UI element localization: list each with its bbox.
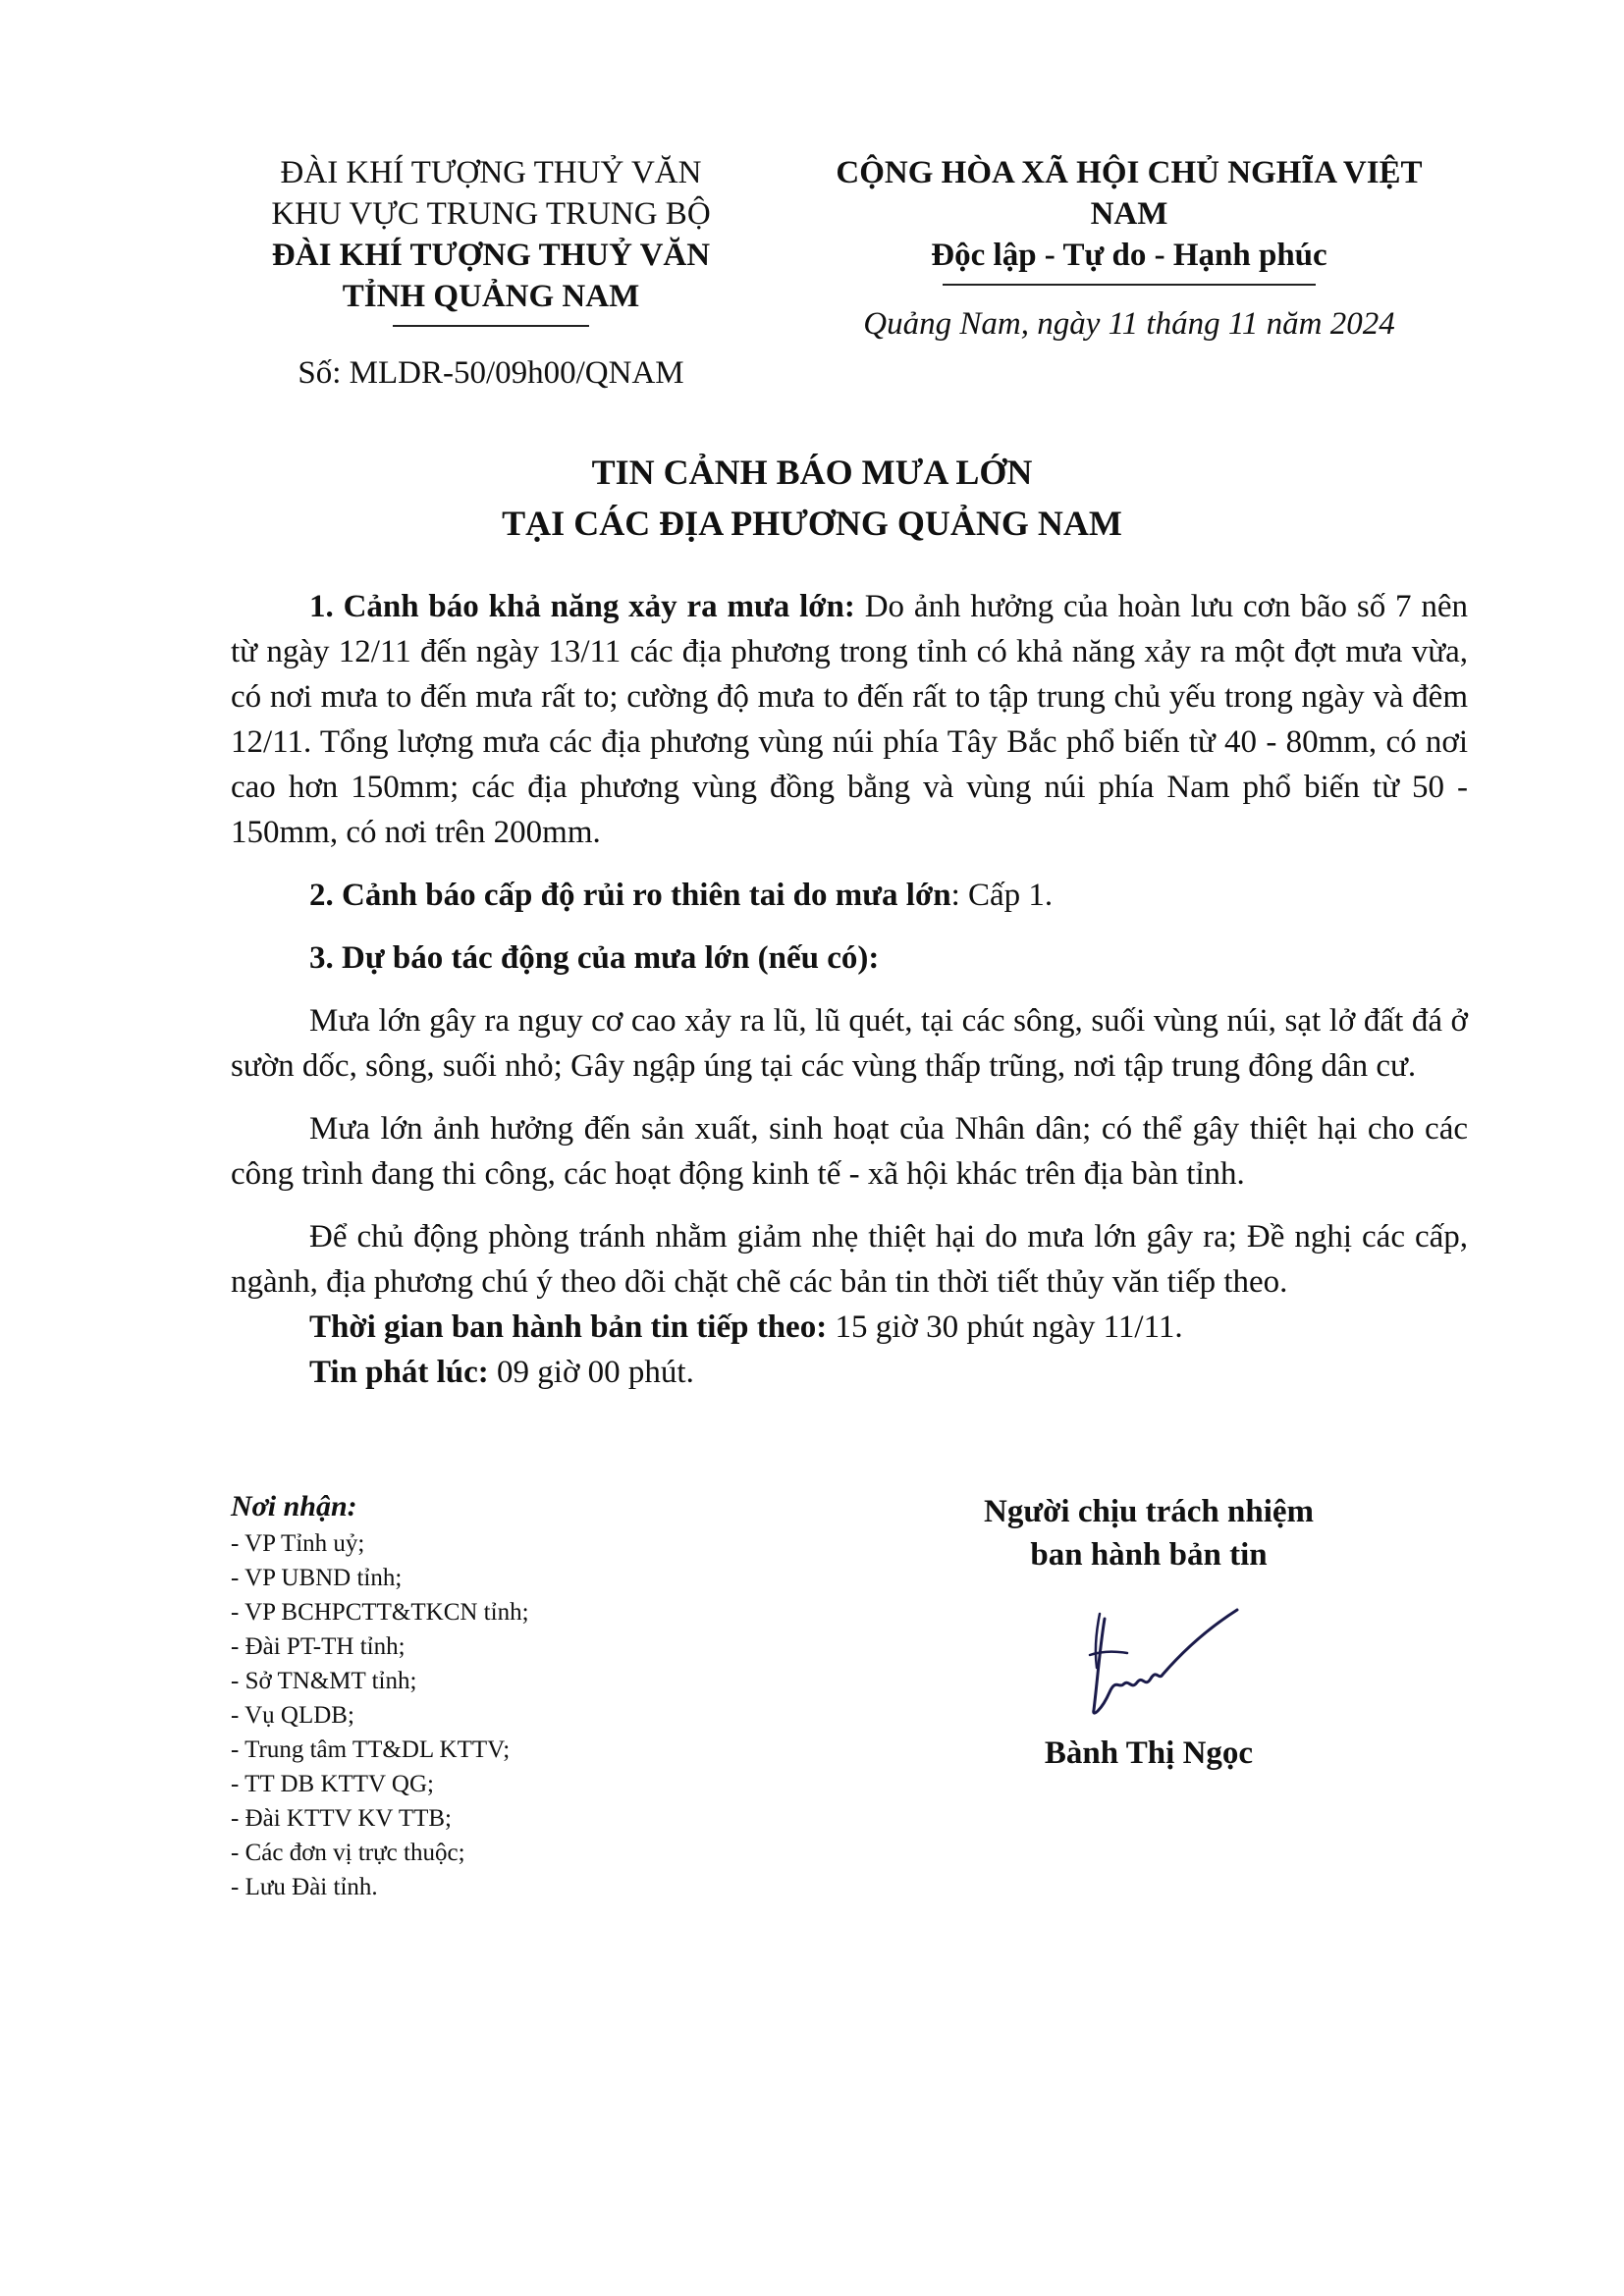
recipient-item: - Đài KTTV KV TTB;	[231, 1805, 452, 1832]
recipients-block	[231, 1487, 781, 1904]
impact-paragraph-3: Để chủ động phòng tránh nhằm giảm nhẹ thiệt hại do mưa lớn gây ra; Đề nghị các cấp, ngành, địa phương chú ý theo dõi chặt chẽ các bản tin thời tiết thủy văn tiếp theo.	[231, 1219, 1468, 1300]
impact-paragraph-1: Mưa lớn gây ra nguy cơ cao xảy ra lũ, lũ quét, tại các sông, suối vùng núi, sạt lở đất đá ở sườn dốc, sông, suối nhỏ; Gây ngập úng tại các vùng thấp trũng, nơi tập trung đông dân cư.	[231, 1003, 1468, 1084]
recipient-item: - Đài PT-TH tỉnh;	[231, 1633, 406, 1660]
title-line-2: TẠI CÁC ĐỊA PHƯƠNG QUẢNG NAM	[502, 504, 1122, 543]
recipient-item: - Trung tâm TT&DL KTTV;	[231, 1736, 511, 1763]
handwritten-signature	[1051, 1594, 1247, 1722]
document-title	[0, 447, 1624, 549]
next-bulletin-line	[231, 1305, 1468, 1350]
issuing-agency-block	[226, 152, 756, 394]
agency-line-3: ĐÀI KHÍ TƯỢNG THUỶ VĂN	[271, 238, 711, 273]
agency-divider	[393, 325, 589, 327]
issued-time-line	[231, 1350, 1468, 1395]
motto-divider	[943, 284, 1316, 286]
agency-line-2: KHU VỰC TRUNG TRUNG BỘ	[271, 196, 711, 232]
section-2-label: 2. Cảnh báo cấp độ rủi ro thiên tai do mưa lớn	[309, 878, 951, 913]
national-title: CỘNG HÒA XÃ HỘI CHỦ NGHĨA VIỆT NAM	[836, 155, 1423, 232]
recipient-item: - TT DB KTTV QG;	[231, 1771, 434, 1797]
title-line-1: TIN CẢNH BÁO MƯA LỚN	[591, 453, 1033, 492]
agency-line-4: TỈNH QUẢNG NAM	[342, 279, 640, 314]
recipient-item: - VP UBND tỉnh;	[231, 1565, 403, 1591]
section-2-text: : Cấp 1.	[950, 878, 1054, 913]
national-header-block	[795, 152, 1463, 345]
recipient-item: - VP BCHPCTT&TKCN tỉnh;	[231, 1599, 529, 1626]
recipients-list	[231, 1526, 781, 1904]
signer-role-line-1: Người chịu trách nhiệm	[984, 1494, 1314, 1529]
section-3	[231, 935, 1468, 981]
signer-name: Bành Thị Ngọc	[1044, 1735, 1254, 1771]
place-date: Quảng Nam, ngày 11 tháng 11 năm 2024	[863, 306, 1395, 342]
recipient-item: - Lưu Đài tỉnh.	[231, 1874, 378, 1900]
signer-role-line-2: ban hành bản tin	[1030, 1537, 1268, 1573]
section-3-label: 3. Dự báo tác động của mưa lớn (nếu có):	[309, 940, 880, 976]
section-2	[231, 873, 1468, 918]
document-number: Số: MLDR-50/09h00/QNAM	[298, 355, 684, 391]
issued-time-value: 09 giờ 00 phút.	[488, 1355, 694, 1390]
section-1-label: 1. Cảnh báo khả năng xảy ra mưa lớn:	[309, 589, 855, 624]
signature-block	[913, 1490, 1384, 1775]
recipient-item: - VP Tỉnh uỷ;	[231, 1530, 365, 1557]
section-1	[231, 584, 1468, 855]
document-body	[231, 584, 1468, 1395]
next-bulletin-label: Thời gian ban hành bản tin tiếp theo:	[309, 1309, 828, 1345]
recipient-item: - Sở TN&MT tỉnh;	[231, 1668, 417, 1694]
recipient-item: - Vụ QLDB;	[231, 1702, 354, 1729]
agency-line-1: ĐÀI KHÍ TƯỢNG THUỶ VĂN	[280, 155, 702, 190]
issued-time-label: Tin phát lúc:	[309, 1355, 489, 1390]
next-bulletin-time: 15 giờ 30 phút ngày 11/11.	[827, 1309, 1183, 1345]
recipient-item: - Các đơn vị trực thuộc;	[231, 1840, 465, 1866]
section-1-text: Do ảnh hưởng của hoàn lưu cơn bão số 7 nên từ ngày 12/11 đến ngày 13/11 các địa phương trong tỉnh có khả năng xảy ra một đợt mưa vừa, có nơi mưa to đến mưa rất to; cường độ mưa to đến rất to tập trung chủ yếu trong ngày và đêm 12/11. Tổng lượng mưa các địa phương vùng núi phía Tây Bắc phổ biến từ 40 - 80mm, có nơi cao hơn 150mm; các địa phương vùng đồng bằng và vùng núi phía Nam phổ biến từ 50 - 150mm, có nơi trên 200mm.	[231, 589, 1468, 850]
recipients-heading: Nơi nhận:	[231, 1490, 357, 1522]
impact-paragraph-2: Mưa lớn ảnh hưởng đến sản xuất, sinh hoạt của Nhân dân; có thể gây thiệt hại cho các công trình đang thi công, các hoạt động kinh tế - xã hội khác trên địa bàn tỉnh.	[231, 1111, 1468, 1192]
national-motto: Độc lập - Tự do - Hạnh phúc	[931, 238, 1327, 273]
